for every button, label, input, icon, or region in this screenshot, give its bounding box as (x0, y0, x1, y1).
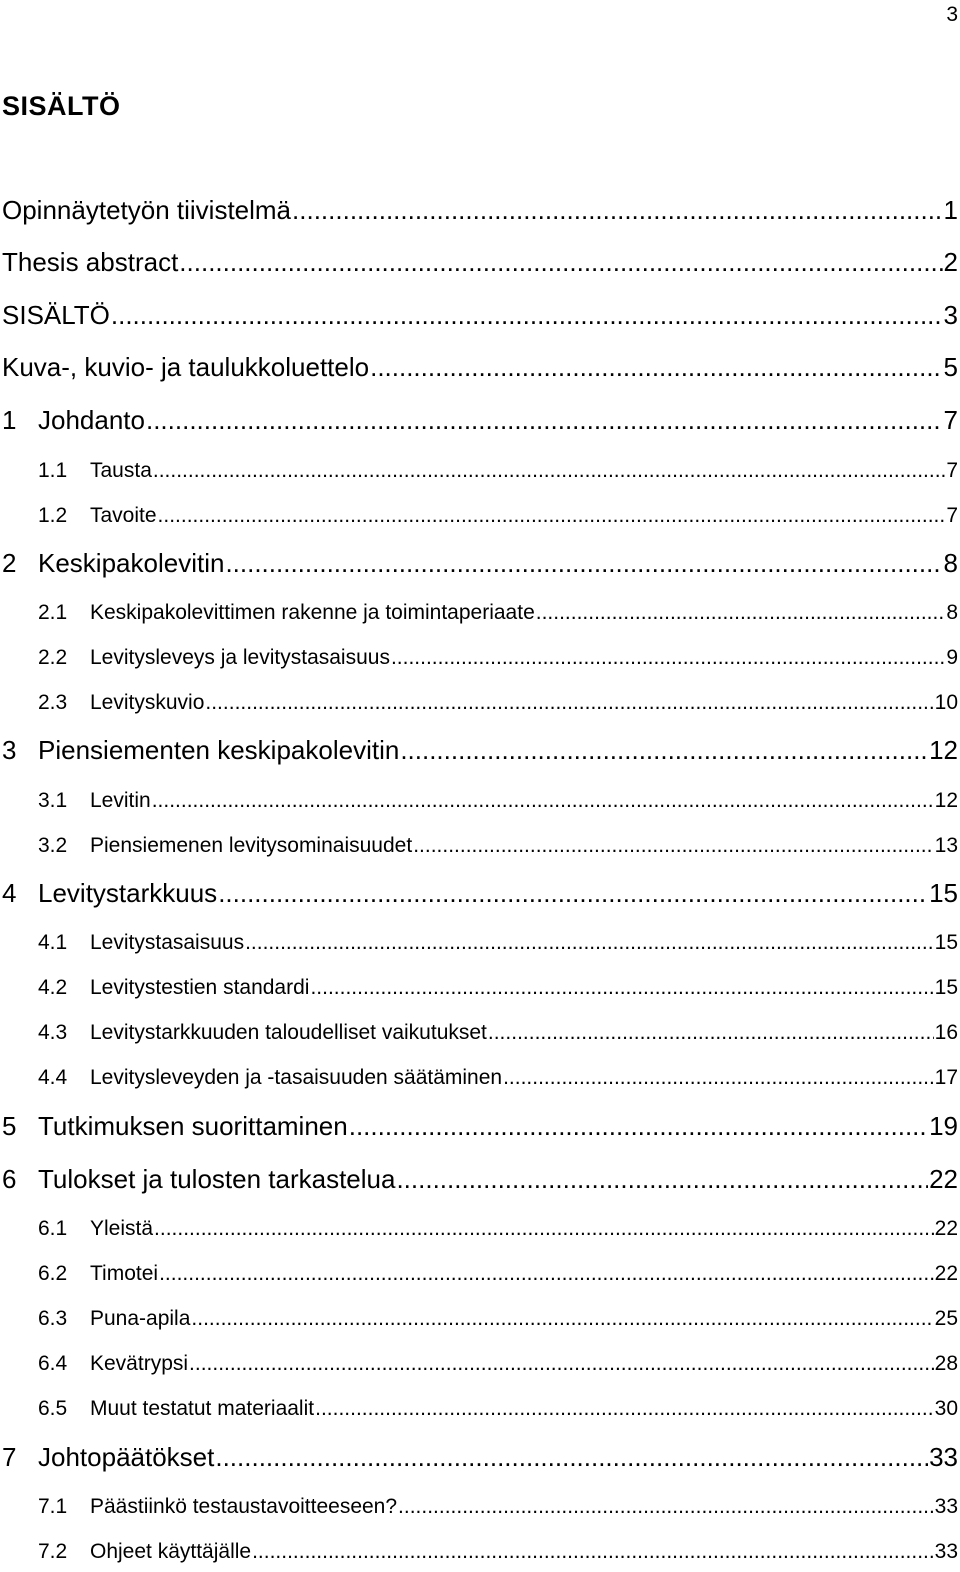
toc-entry-section[interactable] (0, 928, 958, 958)
toc-entry-page: 16 (934, 1021, 958, 1044)
toc-entry-section[interactable] (0, 1349, 958, 1379)
toc-entry-page: 12 (934, 789, 958, 812)
toc-entry-section[interactable] (0, 598, 958, 628)
toc-entry-front[interactable] (0, 349, 958, 385)
toc-entry-section[interactable] (0, 1063, 958, 1093)
toc-leader (225, 545, 942, 581)
toc-entry-title: Päästiinkö testaustavoitteeseen? (90, 1495, 398, 1518)
toc-entry-page: 3 (943, 300, 958, 330)
toc-leader (315, 1394, 934, 1424)
toc-entry-title: Levitystarkkuus (38, 878, 218, 908)
toc-entry-section[interactable] (0, 831, 958, 861)
toc-entry-title: SISÄLTÖ (2, 300, 110, 330)
toc-entry-chapter[interactable] (0, 1108, 958, 1144)
toc-entry-number: 1 (2, 405, 17, 435)
toc-leader (396, 1161, 928, 1197)
toc-leader (191, 1304, 933, 1334)
toc-entry-title: Yleistä (90, 1217, 154, 1240)
toc-entry-chapter[interactable] (0, 402, 958, 438)
toc-entry-title: Puna-apila (90, 1307, 191, 1330)
toc-entry-title: Levitystasaisuus (90, 931, 245, 954)
toc-leader (146, 402, 943, 438)
toc-entry-title: Keskipakolevittimen rakenne ja toimintaperiaate (90, 601, 535, 624)
toc-entry-page: 15 (934, 976, 958, 999)
toc-entry-page: 7 (946, 459, 958, 482)
toc-leader (189, 1349, 934, 1379)
toc-entry-title: Levitysleveyden ja -tasaisuuden säätäminen (90, 1066, 503, 1089)
toc-entry-chapter[interactable] (0, 545, 958, 581)
toc-entry-number: 4.1 (38, 931, 68, 954)
toc-entry-section[interactable] (0, 1492, 958, 1522)
toc-entry-title: Kuva-, kuvio- ja taulukkoluettelo (2, 352, 370, 382)
toc-entry-title: Keskipakolevitin (38, 548, 225, 578)
toc-entry-number: 7.1 (38, 1495, 68, 1518)
toc-entry-page: 15 (934, 931, 958, 954)
toc-entry-title: Johdanto (38, 405, 145, 435)
toc-entry-page: 12 (929, 735, 958, 765)
toc-entry-front[interactable] (0, 244, 958, 280)
toc-entry-number: 2.2 (38, 646, 68, 669)
toc-entry-number: 3.1 (38, 789, 68, 812)
toc-entry-number: 2.1 (38, 601, 68, 624)
toc-leader (218, 875, 928, 911)
toc-entry-title: Levitystestien standardi (90, 976, 310, 999)
toc-entry-page: 1 (943, 195, 958, 225)
toc-entry-page: 10 (934, 691, 958, 714)
toc-entry-number: 6 (2, 1164, 17, 1194)
toc-entry-section[interactable] (0, 1537, 958, 1567)
toc-entry-title: Piensiementen keskipakolevitin (38, 735, 400, 765)
toc-entry-page: 17 (934, 1066, 958, 1089)
toc-entry-number: 1.2 (38, 504, 68, 527)
toc-leader (111, 297, 943, 333)
page-number: 3 (946, 3, 958, 26)
toc-entry-title: Timotei (90, 1262, 159, 1285)
toc-leader (252, 1537, 934, 1567)
toc-leader (488, 1018, 934, 1048)
toc-entry-title: Thesis abstract (2, 247, 179, 277)
toc-entry-page: 15 (929, 878, 958, 908)
toc-leader (536, 598, 946, 628)
toc-entry-section[interactable] (0, 1394, 958, 1424)
toc-entry-number: 7 (2, 1442, 17, 1472)
toc-entry-title: Tutkimuksen suorittaminen (38, 1111, 348, 1141)
toc-entry-number: 4 (2, 878, 17, 908)
toc-entry-number: 4.3 (38, 1021, 68, 1044)
toc-entry-page: 33 (934, 1495, 958, 1518)
toc-entry-page: 13 (934, 834, 958, 857)
toc-entry-number: 1.1 (38, 459, 68, 482)
toc-entry-section[interactable] (0, 643, 958, 673)
toc-leader (400, 732, 928, 768)
toc-entry-page: 9 (946, 646, 958, 669)
toc-entry-number: 4.4 (38, 1066, 68, 1089)
toc-entry-title: Tulokset ja tulosten tarkastelua (38, 1164, 396, 1194)
toc-leader (245, 928, 934, 958)
toc-entry-title: Levitystarkkuuden taloudelliset vaikutukset (90, 1021, 487, 1044)
toc-entry-title: Johtopäätökset (38, 1442, 215, 1472)
toc-leader (158, 501, 946, 531)
toc-entry-number: 2 (2, 548, 17, 578)
toc-entry-page: 19 (929, 1111, 958, 1141)
toc-entry-number: 5 (2, 1111, 17, 1141)
toc-entry-number: 3 (2, 735, 17, 765)
toc-entry-section[interactable] (0, 456, 958, 486)
toc-entry-title: Ohjeet käyttäjälle (90, 1540, 252, 1563)
page-title: SISÄLTÖ (2, 91, 121, 121)
toc-entry-page: 28 (934, 1352, 958, 1375)
toc-entry-page: 30 (934, 1397, 958, 1420)
toc-entry-title: Opinnäytetyön tiivistelmä (2, 195, 292, 225)
toc-entry-chapter[interactable] (0, 732, 958, 768)
toc-leader (152, 786, 934, 816)
toc-leader (349, 1108, 928, 1144)
toc-entry-section[interactable] (0, 1304, 958, 1334)
toc-entry-number: 6.2 (38, 1262, 68, 1285)
toc-entry-title: Tausta (90, 459, 152, 482)
toc-entry-number: 2.3 (38, 691, 68, 714)
toc-entry-title: Levitysleveys ja levitystasaisuus (90, 646, 390, 669)
toc-entry-page: 8 (943, 548, 958, 578)
toc-entry-page: 25 (934, 1307, 958, 1330)
toc-entry-number: 6.3 (38, 1307, 68, 1330)
toc-entry-number: 4.2 (38, 976, 68, 999)
toc-entry-section[interactable] (0, 973, 958, 1003)
toc-entry-title: Kevätrypsi (90, 1352, 189, 1375)
toc-entry-page: 22 (934, 1262, 958, 1285)
toc-leader (215, 1439, 928, 1475)
toc-entry-page: 22 (929, 1164, 958, 1194)
toc-entry-chapter[interactable] (0, 875, 958, 911)
toc-entry-number: 7.2 (38, 1540, 68, 1563)
toc-entry-title: Muut testatut materiaalit (90, 1397, 315, 1420)
toc-entry-title: Levityskuvio (90, 691, 205, 714)
toc-entry-front[interactable] (0, 297, 958, 333)
toc-entry-title: Tavoite (90, 504, 157, 527)
toc-entry-section[interactable] (0, 501, 958, 531)
toc-leader (370, 349, 942, 385)
toc-entry-number: 6.4 (38, 1352, 68, 1375)
toc-entry-page: 33 (929, 1442, 958, 1472)
toc-leader (153, 456, 945, 486)
toc-entry-page: 7 (946, 504, 958, 527)
toc-entry-page: 5 (943, 352, 958, 382)
toc-leader (310, 973, 933, 1003)
toc-entry-section[interactable] (0, 688, 958, 718)
toc-entry-title: Piensiemenen levitysominaisuudet (90, 834, 413, 857)
toc-entry-page: 8 (946, 601, 958, 624)
toc-entry-page: 22 (934, 1217, 958, 1240)
toc-entry-page: 2 (943, 247, 958, 277)
toc-entry-section[interactable] (0, 786, 958, 816)
toc-entry-number: 6.5 (38, 1397, 68, 1420)
toc-leader (179, 244, 942, 280)
toc-leader (413, 831, 933, 861)
toc-entry-section[interactable] (0, 1259, 958, 1289)
toc-entry-chapter[interactable] (0, 1439, 958, 1475)
toc-entry-number: 6.1 (38, 1217, 68, 1240)
toc-entry-page: 7 (943, 405, 958, 435)
toc-leader (292, 192, 943, 228)
toc-entry-number: 3.2 (38, 834, 68, 857)
toc-leader (398, 1492, 934, 1522)
toc-entry-page: 33 (934, 1540, 958, 1563)
toc-leader (159, 1259, 934, 1289)
toc-leader (154, 1214, 934, 1244)
toc-entry-section[interactable] (0, 1018, 958, 1048)
toc-entry-front[interactable] (0, 192, 958, 228)
toc-leader (205, 688, 933, 718)
toc-entry-title: Levitin (90, 789, 151, 812)
toc-entry-section[interactable] (0, 1214, 958, 1244)
toc-leader (503, 1063, 934, 1093)
toc-entry-chapter[interactable] (0, 1161, 958, 1197)
toc-leader (391, 643, 945, 673)
